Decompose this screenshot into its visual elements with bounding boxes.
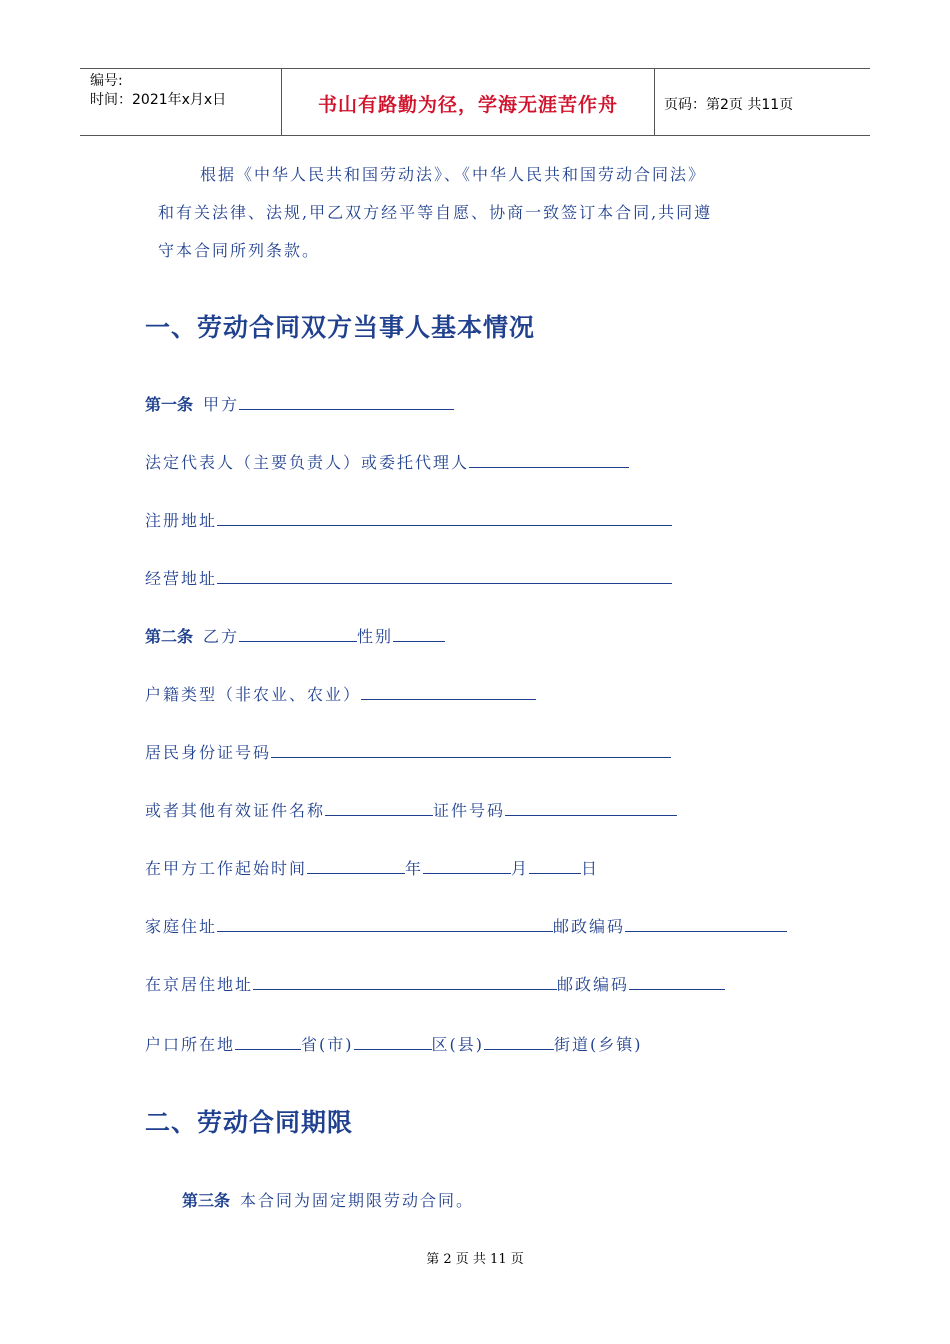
field-hukou-location	[145, 1032, 643, 1055]
biz-address-blank[interactable]	[217, 566, 672, 584]
gender-label: 性别	[357, 627, 394, 646]
street-blank[interactable]	[484, 1032, 554, 1050]
postal-code-2-label: 邮政编码	[557, 975, 630, 994]
year-label: 年	[405, 859, 424, 878]
header-number: 编号:	[90, 73, 123, 89]
field-party-b	[145, 624, 445, 647]
biz-address-label: 经营地址	[145, 569, 218, 588]
field-beijing-address	[145, 972, 725, 995]
field-id-number	[145, 740, 671, 763]
district-blank[interactable]	[354, 1032, 432, 1050]
start-month-blank[interactable]	[423, 856, 511, 874]
province-blank[interactable]	[235, 1032, 301, 1050]
id-no-blank[interactable]	[505, 798, 677, 816]
party-a-blank[interactable]	[239, 392, 454, 410]
legal-rep-blank[interactable]	[469, 450, 629, 468]
legal-rep-label: 法定代表人（主要负责人）或委托代理人	[145, 453, 470, 472]
intro-line-2: 和有关法律、法规,甲乙双方经平等自愿、协商一致签订本合同,共同遵	[158, 203, 713, 222]
beijing-address-blank[interactable]	[253, 972, 557, 990]
field-legal-rep	[145, 450, 629, 473]
other-id-label: 或者其他有效证件名称	[145, 801, 326, 820]
postal-code-label: 邮政编码	[553, 917, 626, 936]
hukou-type-blank[interactable]	[361, 682, 536, 700]
gender-blank[interactable]	[393, 624, 445, 642]
home-address-blank[interactable]	[217, 914, 553, 932]
intro-line-1: 根据《中华人民共和国劳动法》、《中华人民共和国劳动合同法》	[200, 165, 707, 184]
party-a-label: 甲方	[203, 395, 240, 414]
intro-line-3: 守本合同所列条款。	[158, 241, 321, 260]
header-time: 时间：2021年x月x日	[90, 92, 227, 108]
month-label: 月	[511, 859, 530, 878]
reg-address-label: 注册地址	[145, 511, 218, 530]
field-home-address	[145, 914, 787, 937]
day-label: 日	[581, 859, 600, 878]
field-party-a	[145, 392, 454, 415]
street-label: 街道(乡镇)	[554, 1035, 643, 1054]
start-time-label: 在甲方工作起始时间	[145, 859, 308, 878]
id-number-label: 居民身份证号码	[145, 743, 272, 762]
article-3-label: 第三条	[182, 1191, 231, 1210]
reg-address-blank[interactable]	[217, 508, 672, 526]
other-id-name-blank[interactable]	[325, 798, 433, 816]
party-b-label: 乙方	[203, 627, 240, 646]
field-other-id	[145, 798, 677, 821]
home-address-label: 家庭住址	[145, 917, 218, 936]
hukou-type-label: 户籍类型（非农业、农业）	[145, 685, 362, 704]
postal-code-blank[interactable]	[625, 914, 787, 932]
header-motto: 书山有路勤为径，学海无涯苦作舟	[317, 94, 618, 116]
header-divider-right	[654, 68, 655, 135]
section-1-title: 一、劳动合同双方当事人基本情况	[145, 313, 536, 342]
party-b-blank[interactable]	[239, 624, 357, 642]
section-2-title: 二、劳动合同期限	[145, 1108, 354, 1137]
article-2-label: 第二条	[145, 627, 194, 646]
district-label: 区(县)	[431, 1035, 485, 1054]
postal-code-2-blank[interactable]	[629, 972, 725, 990]
field-start-time	[145, 856, 599, 879]
field-hukou-type	[145, 682, 536, 705]
header-top-border	[80, 68, 870, 69]
hukou-location-label: 户口所在地	[145, 1035, 236, 1054]
id-no-label: 证件号码	[433, 801, 506, 820]
header-bottom-border	[80, 135, 870, 136]
field-reg-address	[145, 508, 672, 531]
field-biz-address	[145, 566, 672, 589]
article-3-text: 本合同为固定期限劳动合同。	[240, 1191, 475, 1210]
start-year-blank[interactable]	[307, 856, 405, 874]
page-footer: 第 2 页 共 11 页	[426, 1252, 524, 1267]
id-number-blank[interactable]	[271, 740, 671, 758]
beijing-address-label: 在京居住地址	[145, 975, 254, 994]
province-label: 省(市)	[301, 1035, 354, 1054]
header-page-info: 页码：第2页 共11页	[664, 97, 794, 113]
field-article-3	[182, 1188, 474, 1211]
start-day-blank[interactable]	[529, 856, 581, 874]
article-1-label: 第一条	[145, 395, 194, 414]
